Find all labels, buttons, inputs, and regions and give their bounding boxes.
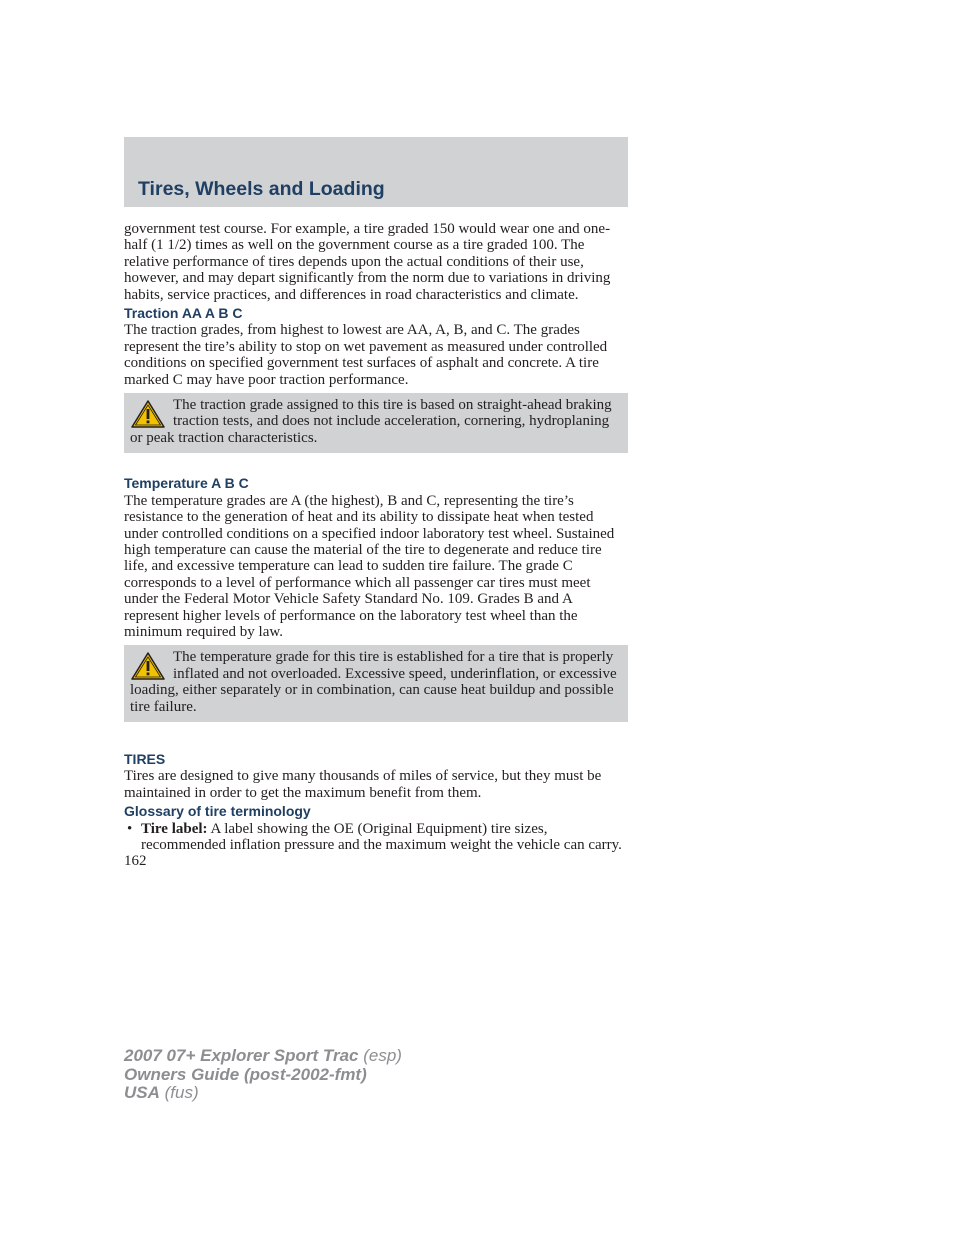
glossary-term: Tire label:	[141, 820, 208, 837]
page-content	[124, 221, 628, 870]
footer-line-2	[124, 1066, 402, 1085]
tires-heading: TIRES	[124, 750, 166, 767]
tires-paragraph: Tires are designed to give many thousands of miles of service, but they must be maintained in order to get the maximum benefit from them.	[124, 768, 602, 801]
traction-warning-box	[124, 393, 628, 453]
footer-model: 2007 07+ Explorer Sport Trac	[124, 1046, 359, 1065]
glossary-definition: A label showing the OE (Original Equipment) tire sizes, recommended inflation pressure and the maximum weight the vehicle can carry.	[141, 820, 622, 853]
footer-guide: Owners Guide (post-2002-fmt)	[124, 1064, 367, 1084]
footer-line-3	[124, 1084, 402, 1103]
warning-triangle-icon	[130, 651, 166, 681]
footer-line-1	[124, 1047, 402, 1066]
list-item	[124, 821, 628, 854]
page-number: 162	[124, 853, 147, 870]
document-footer	[124, 1047, 402, 1103]
temperature-warning-text: The temperature grade for this tire is established for a tire that is properly inflated and not overloaded. Excessive speed, underinflation, or excessive loading, either separately or in combination, can cause heat buildup and possible tire failure.	[130, 649, 617, 715]
traction-paragraph: The traction grades, from highest to lowest are AA, A, B, and C. The grades represent the tire’s ability to stop on wet pavement as measured under controlled conditions on specified government test surfaces of asphalt and concrete. A tire marked C may have poor traction performance.	[124, 322, 608, 388]
traction-warning-text: The traction grade assigned to this tire is based on straight-ahead braking traction tests, and does not include acceleration, cornering, hydroplaning or peak traction characteristics.	[130, 397, 612, 446]
intro-paragraph: government test course. For example, a tire graded 150 would wear one and one-half (1 1/2) times as well on the government course as a tire graded 100. The relative performance of tires depends upon the actual conditions of their use, however, and may depart significantly from the norm due to variations in driving habits, service practices, and differences in road characteristics and climate.	[124, 221, 611, 303]
section-title: Tires, Wheels and Loading	[138, 178, 385, 200]
bullet-dot: •	[127, 820, 133, 837]
section-header	[124, 137, 628, 207]
temperature-warning-box	[124, 645, 628, 722]
temperature-paragraph: The temperature grades are A (the highest), B and C, representing the tire’s resistance to the generation of heat and its ability to dissipate heat when tested under controlled conditions on a specified indoor laboratory test wheel. Sustained high temperature can cause the material of the tire to degenerate and reduce tire life, and excessive temperature can lead to sudden tire failure. The grade C corresponds to a level of performance which all passenger car tires must meet under the Federal Motor Vehicle Safety Standard No. 109. Grades B and A represent higher levels of performance on the laboratory test wheel than the minimum required by law.	[124, 492, 615, 640]
glossary-heading: Glossary of tire terminology	[124, 803, 311, 820]
warning-triangle-icon	[130, 399, 166, 429]
temperature-heading: Temperature A B C	[124, 475, 249, 492]
footer-model-code: (esp)	[358, 1046, 402, 1065]
footer-market-code: (fus)	[159, 1083, 199, 1102]
glossary-list	[124, 821, 628, 854]
traction-heading: Traction AA A B C	[124, 305, 243, 322]
footer-market: USA	[124, 1083, 160, 1102]
